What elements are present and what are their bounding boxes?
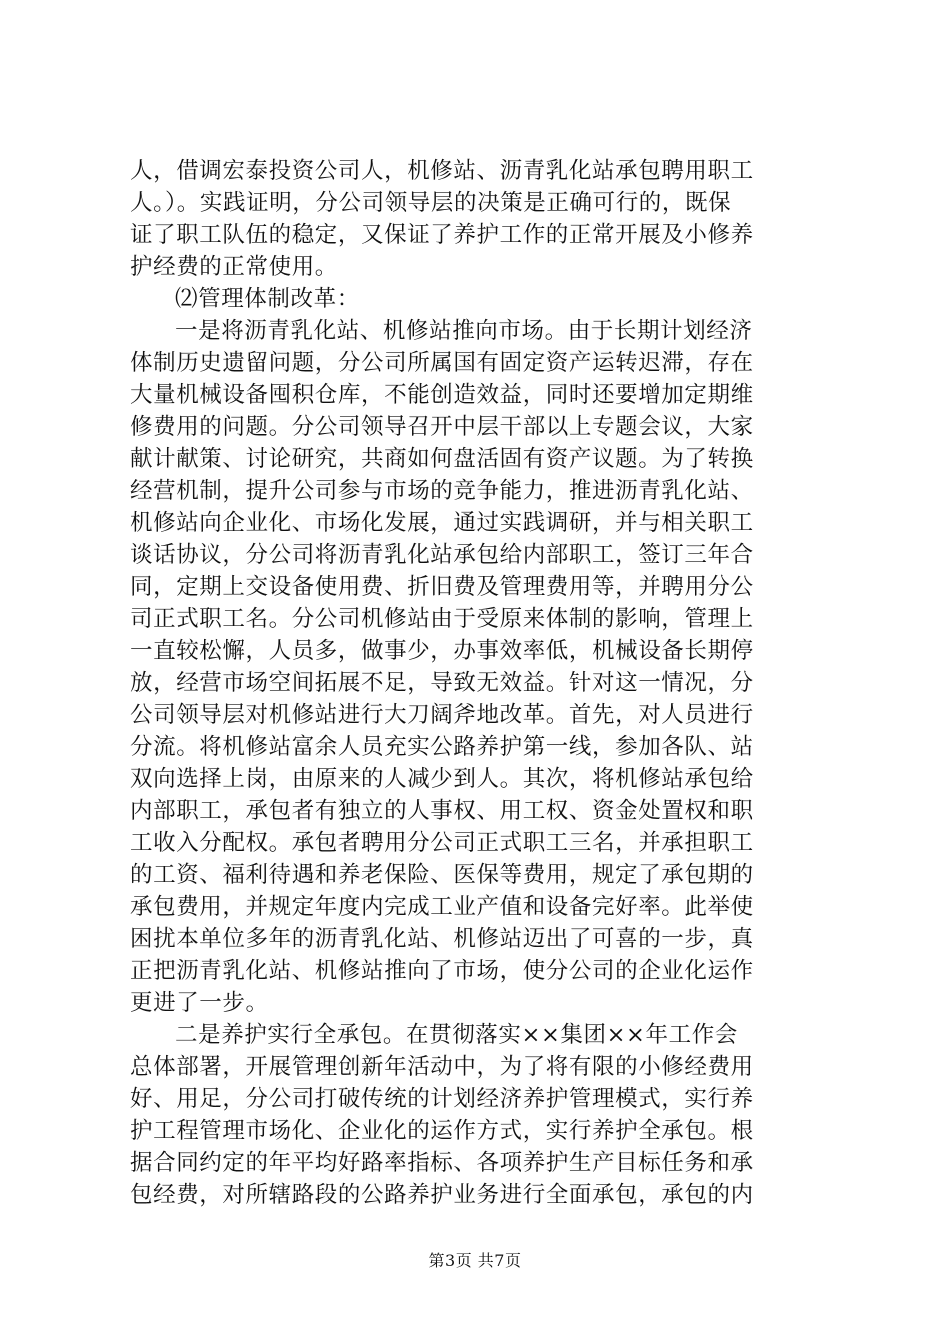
text-line: 献计献策、讨论研究，共商如何盘活固有资产议题。为了转换 <box>130 446 754 472</box>
text-line: 工收入分配权。承包者聘用分公司正式职工三名，并承担职工 <box>130 830 754 856</box>
text-line: 双向选择上岗，由原来的人减少到人。其次，将机修站承包给 <box>130 766 754 792</box>
text-line: 证了职工队伍的稳定，又保证了养护工作的正常开展及小修养 <box>130 222 754 248</box>
text-line: 放，经营市场空间拓展不足，导致无效益。针对这一情况，分 <box>130 670 754 696</box>
text-line: 谈话协议，分公司将沥青乳化站承包给内部职工，签订三年合 <box>130 542 754 568</box>
text-line: 的工资、福利待遇和养老保险、医保等费用，规定了承包期的 <box>130 862 754 888</box>
page-footer: 第3页 共7页 <box>428 1251 522 1270</box>
text-line: 公司领导层对机修站进行大刀阔斧地改革。首先，对人员进行 <box>130 702 754 728</box>
text-line: 二是养护实行全承包。在贯彻落实××集团××年工作会 <box>175 1022 738 1048</box>
text-line: 正把沥青乳化站、机修站推向了市场，使分公司的企业化运作 <box>130 958 754 984</box>
text-line: 好、用足，分公司打破传统的计划经济养护管理模式，实行养 <box>130 1086 754 1112</box>
text-line: 人，借调宏泰投资公司人，机修站、沥青乳化站承包聘用职工 <box>130 158 754 184</box>
text-line: 同，定期上交设备使用费、折旧费及管理费用等，并聘用分公 <box>130 574 754 600</box>
text-line: 包经费，对所辖路段的公路养护业务进行全面承包，承包的内 <box>130 1182 754 1208</box>
text-line: 司正式职工名。分公司机修站由于受原来体制的影响，管理上 <box>130 606 754 632</box>
text-line: 护工程管理市场化、企业化的运作方式，实行养护全承包。根 <box>130 1118 754 1144</box>
text-line: 机修站向企业化、市场化发展，通过实践调研，并与相关职工 <box>130 510 754 536</box>
text-line: 一直较松懈，人员多，做事少，办事效率低，机械设备长期停 <box>130 638 754 664</box>
text-line: 经营机制，提升公司参与市场的竞争能力，推进沥青乳化站、 <box>130 478 754 504</box>
text-line: 更进了一步。 <box>130 990 269 1016</box>
text-line: 困扰本单位多年的沥青乳化站、机修站迈出了可喜的一步，真 <box>130 926 754 952</box>
text-line: 护经费的正常使用。 <box>130 254 338 280</box>
text-line: 总体部署，开展管理创新年活动中，为了将有限的小修经费用 <box>130 1054 754 1080</box>
text-line: 内部职工，承包者有独立的人事权、用工权、资金处置权和职 <box>130 798 754 824</box>
document-body <box>130 155 830 1211</box>
text-line: 据合同约定的年平均好路率指标、各项养护生产目标任务和承 <box>130 1150 754 1176</box>
text-line: 承包费用，并规定年度内完成工业产值和设备完好率。此举使 <box>130 894 754 920</box>
text-line: 分流。将机修站富余人员充实公路养护第一线，参加各队、站 <box>130 734 754 760</box>
text-line: 体制历史遗留问题，分公司所属国有固定资产运转迟滞，存在 <box>130 350 754 376</box>
text-line: 一是将沥青乳化站、机修站推向市场。由于长期计划经济 <box>175 318 753 344</box>
text-line: 大量机械设备囤积仓库，不能创造效益，同时还要增加定期维 <box>130 382 754 408</box>
text-line: 修费用的问题。分公司领导召开中层干部以上专题会议，大家 <box>130 414 754 440</box>
text-line: ⑵管理体制改革： <box>175 286 360 312</box>
text-line: 人。）。实践证明，分公司领导层的决策是正确可行的，既保 <box>130 190 732 216</box>
